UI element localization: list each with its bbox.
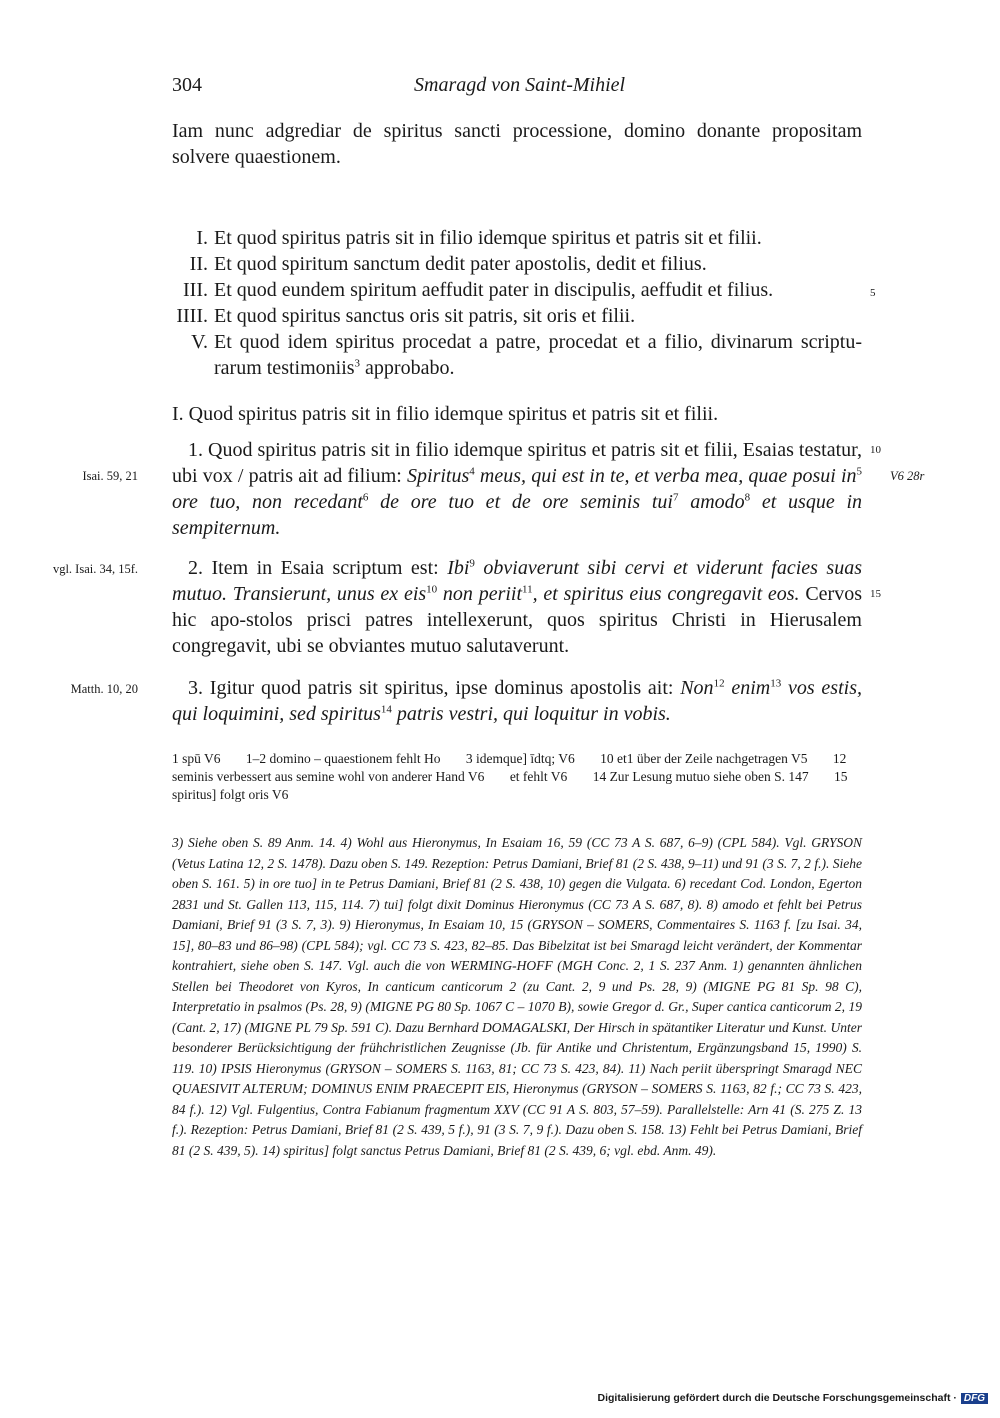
list-item: [150, 303, 862, 329]
list-item: [150, 225, 862, 251]
apparatus-entry: 1–2 domino – quaestionem fehlt Ho: [245, 751, 441, 766]
margin-reference: vgl. Isai. 34, 15f.: [52, 562, 138, 576]
list-text: Et quod idem spiritus procedat a patre, procedat et a filio, divinarum scriptu-rarum testimoniis$^3$ approbabo.: [214, 331, 862, 379]
list-text: Et quod spiritum sanctum dedit pater apostolis, dedit et filius.: [214, 253, 707, 275]
line-number: 10: [870, 444, 881, 456]
dfg-logo: DFG: [961, 1393, 988, 1404]
list-text: Et quod spiritus patris sit in filio idemque spiritus et patris sit et filii.: [214, 227, 762, 249]
apparatus-entry: 14 Zur Lesung mutuo siehe oben S. 147: [592, 769, 809, 784]
apparatus-entry: 1 spū V6: [172, 751, 221, 766]
apparatus-entry: 15 spiritus] folgt oris V6: [172, 769, 848, 802]
running-title: Smaragd von Saint-Mihiel: [414, 74, 626, 96]
apparatus-entry: 12 seminis verbessert aus semine wohl von anderer Hand V6: [172, 751, 847, 784]
apparatus-entry: 10 et1 über der Zeile nachgetragen V5: [600, 751, 808, 766]
line-number: 5: [870, 287, 876, 299]
list-text: Et quod eundem spiritum aeffudit pater in discipulis, aeffudit et filius.: [214, 279, 774, 301]
margin-reference: Isai. 59, 21: [82, 469, 138, 483]
list-text: Et quod spiritus sanctus oris sit patris, sit oris et filii.: [214, 305, 636, 327]
page-number: 304: [172, 74, 202, 96]
paragraph-2: 2. Item in Esaia scriptum est: Ibi$^9$ obviaverunt sibi cervi et viderunt facies suas mutuo. Transierunt, unus ex eis$^{10}$ non periit$^{11}$, et spiritus eius congregavit eos. Cervos hic apo-stolos prisci patres intellexerunt, quos spiritus Christi in Hierusalem congregavit, ubi se obviantes mutuo salutaverunt.: [172, 557, 862, 657]
critical-apparatus: [172, 750, 862, 804]
line-number: 15: [870, 588, 881, 600]
intro-paragraph: Iam nunc adgrediar de spiritus sancti processione, domino donante propositam solvere quaestionem.: [172, 120, 862, 168]
list-number: I.: [196, 227, 208, 249]
margin-reference: Matth. 10, 20: [70, 682, 138, 696]
section-heading: I. Quod spiritus patris sit in filio idemque spiritus et patris sit et filii.: [172, 403, 719, 425]
thesis-list: [150, 225, 862, 381]
paragraph-1: 1. Quod spiritus patris sit in filio idemque spiritus et patris sit et filii, Esaias testatur, ubi vox / patris ait ad filium: Spiritus$^4$ meus, qui est in te, et verba mea, quae posui $in^5$ ore tuo, non recedant$^6$ de ore tuo et de ore seminis tui$^7$ amodo$^8$ et usque in sempiternum.: [172, 439, 863, 539]
list-item: [150, 277, 862, 303]
folio-marker: V6 28r: [890, 469, 925, 483]
list-item: [150, 251, 862, 277]
footer-credit: [598, 1392, 989, 1404]
list-number: III.: [183, 279, 208, 301]
list-number: V.: [191, 331, 208, 353]
list-number: IIII.: [176, 305, 208, 327]
list-item: [150, 329, 862, 381]
apparatus-entry: et fehlt V6: [509, 769, 568, 784]
list-number: II.: [189, 253, 208, 275]
paragraph-3: 3. Igitur quod patris sit spiritus, ipse dominus apostolis ait: Non$^{12}$ enim$^{13}$ vos estis, qui loquimini, sed spiritus$^{14}$ patris vestri, qui loquitur in vobis.: [172, 677, 862, 725]
footer-text: Digitalisierung gefördert durch die Deutsche Forschungsgemeinschaft ·: [597, 1392, 957, 1404]
source-notes: 3) Siehe oben S. 89 Anm. 14. 4) Wohl aus Hieronymus, In Esaiam 16, 59 (CC 73 A S. 687, 6–9) (CPL 584). Vgl. GRYSON (Vetus Latina 12, 2 S. 1478). Dazu oben S. 149. Rezeption: Petrus Damiani, Brief 81 (2 S. 438, 9–11) und 91 (3 S. 7, 2 f.). Siehe oben S. 161. 5) in ore tuo] in te Petrus Damiani, Brief 81 (2 S. 438, 10) gegen die Vulgata. 6) recedant Cod. London, Egerton 2831 und St. Gallen 113, 115, 114. 7) tui] folgt dixit Dominus Hieronymus (CC 73 A S. 687, 8). 8) amodo et fehlt bei Petrus Damiani, Brief 91 (3 S. 7, 3). 9) Hieronymus, In Esaiam 10, 15 (GRYSON – SOMERS, Commentaires S. 1163 f. [zu Isai. 34, 15], 80–83 und 86–98) (CPL 584); vgl. CC 73 S. 423, 82–85. Das Bibelzitat ist bei Smaragd leicht verändert, der Kommentar kontrahiert, siehe oben S. 147. Vgl. auch die von WERMING-HOFF (MGH Conc. 2, 1 S. 237 Anm. 1) genannten ähnlichen Stellen bei Theodoret von Kyros, In canticum canticorum 2 (zu Cant. 2, 9 und Ps. 28, 9) (MIGNE PG 81 Sp. 98 C), Interpretatio in psalmos (Ps. 28, 9) (MIGNE PG 80 Sp. 1067 C – 1070 B), sowie Gregor d. Gr., Super cantica canticorum 2, 19 (Cant. 2, 17) (MIGNE PL 79 Sp. 591 C). Dazu Bernhard DOMAGALSKI, Der Hirsch in spätantiker Literatur und Kunst. Unter besonderer Berücksichtigung der frühchristlichen Zeugnisse (Jb. für Antike und Christentum, Ergänzungsband 15, 1990) S. 119. 10) IPSIS Hieronymus (GRYSON – SOMERS S. 1163, 81; CC 73 S. 423, 84). 11) Nach periit überspringt Smaragd NEC QUAESIVIT ALTERUM; DOMINUS ENIM PRAECEPIT EIS, Hieronymus (GRYSON – SOMERS S. 1163, 82 f.; CC 73 S. 423, 84 f.). 12) Vgl. Fulgentius, Contra Fabianum fragmentum XXV (CC 91 A S. 803, 57–59). Parallelstelle: Arn 41 (S. 275 Z. 13 f.). Rezeption: Petrus Damiani, Brief 81 (2 S. 439, 5 f.), 91 (3 S. 7, 9 f.). Dazu oben S. 158. 13) Fehlt bei Petrus Damiani, Brief 81 (2 S. 439, 5). 14) spiritus] folgt sanctus Petrus Damiani, Brief 81 (2 S. 439, 6; vgl. ebd. Anm. 49).: [172, 835, 862, 1158]
apparatus-entry: 3 idemque] īdtq; V6: [465, 751, 575, 766]
